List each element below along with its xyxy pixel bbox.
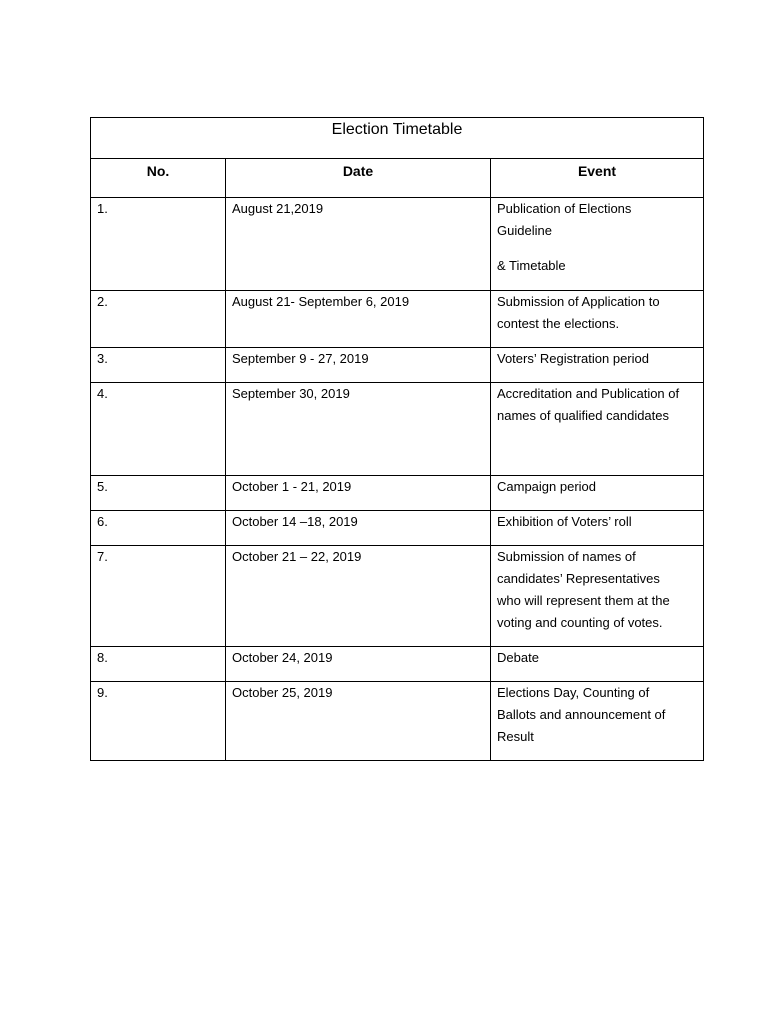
event-line: Guideline xyxy=(497,223,552,238)
table-row xyxy=(91,198,704,291)
election-timetable xyxy=(90,117,704,761)
event-line: & Timetable xyxy=(497,258,566,273)
table-row xyxy=(91,546,704,647)
event-line: Debate xyxy=(497,650,539,665)
header-event: Event xyxy=(491,159,704,198)
row-date: October 14 –18, 2019 xyxy=(226,511,491,546)
row-number: 8. xyxy=(91,647,226,682)
table-row xyxy=(91,476,704,511)
row-date: September 9 - 27, 2019 xyxy=(226,348,491,383)
header-row xyxy=(91,159,704,198)
row-event xyxy=(491,383,704,476)
row-event xyxy=(491,348,704,383)
event-line: contest the elections. xyxy=(497,316,620,331)
event-line: Publication of Elections xyxy=(497,201,632,216)
event-line: Result xyxy=(497,729,534,744)
table-row xyxy=(91,383,704,476)
row-date: October 1 - 21, 2019 xyxy=(226,476,491,511)
row-number: 9. xyxy=(91,682,226,761)
row-date: October 21 – 22, 2019 xyxy=(226,546,491,647)
row-number: 7. xyxy=(91,546,226,647)
event-line: who will represent them at the xyxy=(497,593,670,608)
table-row xyxy=(91,682,704,761)
row-number: 3. xyxy=(91,348,226,383)
row-date: August 21- September 6, 2019 xyxy=(226,291,491,348)
row-number: 5. xyxy=(91,476,226,511)
row-event xyxy=(491,198,704,291)
event-line: Submission of Application to xyxy=(497,294,660,309)
row-date: September 30, 2019 xyxy=(226,383,491,476)
header-date: Date xyxy=(226,159,491,198)
row-number: 6. xyxy=(91,511,226,546)
row-number: 1. xyxy=(91,198,226,291)
event-line: Exhibition of Voters’ roll xyxy=(497,514,632,529)
table-title: Election Timetable xyxy=(91,118,704,159)
table-row xyxy=(91,511,704,546)
header-no: No. xyxy=(91,159,226,198)
row-event xyxy=(491,476,704,511)
event-line: names of qualified candidates xyxy=(497,408,670,423)
title-row xyxy=(91,118,704,159)
row-number: 2. xyxy=(91,291,226,348)
table-row xyxy=(91,647,704,682)
table-row xyxy=(91,291,704,348)
event-line: Submission of names of xyxy=(497,549,636,564)
row-event xyxy=(491,647,704,682)
event-line: Campaign period xyxy=(497,479,597,494)
event-line: Ballots and announcement of xyxy=(497,707,666,722)
event-line: Elections Day, Counting of xyxy=(497,685,650,700)
row-event xyxy=(491,682,704,761)
event-line: Accreditation and Publication of xyxy=(497,386,680,401)
row-number: 4. xyxy=(91,383,226,476)
row-event xyxy=(491,291,704,348)
table-row xyxy=(91,348,704,383)
row-date: August 21,2019 xyxy=(226,198,491,291)
row-event xyxy=(491,511,704,546)
row-date: October 24, 2019 xyxy=(226,647,491,682)
row-event xyxy=(491,546,704,647)
row-date: October 25, 2019 xyxy=(226,682,491,761)
event-line: Voters’ Registration period xyxy=(497,351,649,366)
event-line: candidates’ Representatives xyxy=(497,571,660,586)
event-line: voting and counting of votes. xyxy=(497,615,663,630)
